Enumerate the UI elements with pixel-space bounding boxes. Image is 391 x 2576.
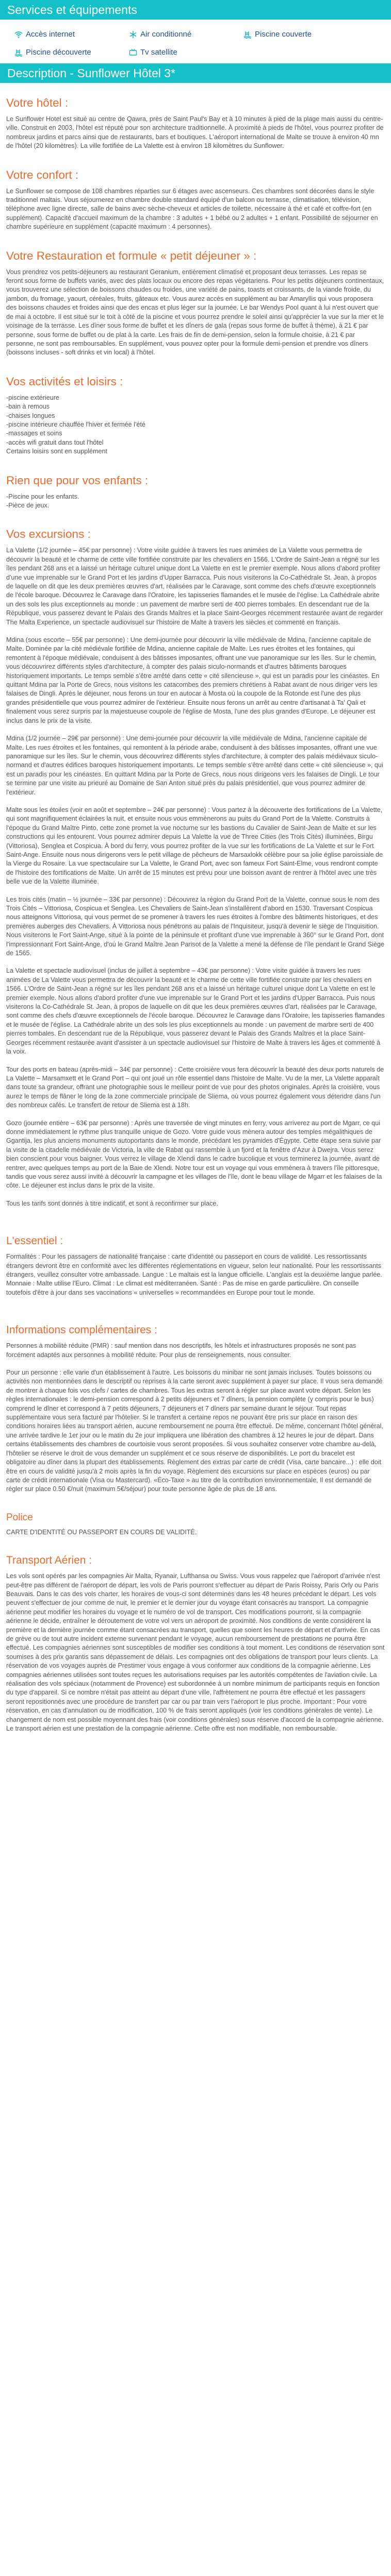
snowflake-icon <box>129 30 137 39</box>
excursion-paragraph: Les trois cités (matin – ½ journée – 33€ par personne) : Découvrez la région du Grand Port de la Valette, connue sous le nom des Trois Cités – Vittoriosa, Cospicua et Senglea. Les Chevaliers de Saint-Jean s'installèrent d'abord en 1530. Traversant Cospicua nous atteignons Vittoriosa, qui vous permet de se promener à travers les rues étroites à l'ombre des bâtiments historiques, et des premières auberges des Chevaliers. À Vittoriosa nous pénétrons au palais de l'Inquisiteur, jusqu'à devenir le siège de l'Inquisition. Nous visiterons le Fort Saint-Ange, situé à la pointe de la péninsule et profitant d'une vue imprenable à 360° sur le Grand Port, dont l'impressionnant Fort Saint-Ange, d'où le Grand Maître Jean Parisot de la Valette a mené la défense de l'île pendant le Grand Siège de 1565. <box>6 895 384 957</box>
service-label: Tv satellite <box>140 48 177 57</box>
excursion-paragraph: Tous les tarifs sont donnés à titre indicatif, et sont à reconfirmer sur place. <box>6 1199 218 1207</box>
restauration-text: Vous prendrez vos petits-déjeuners au restaurant Geranium, entièrement climatisé et proposant deux terrasses. Les repas se feront sous forme de buffets variés, avec des plats locaux ou encore des repas végétariens. Pour les petits déjeuners continentaux, vous trouverez une sélection de boissons chaudes ou froides, une variété de pains, toasts et croissants, de la viande froide, du jambon, du fromage, yaourt, céréales, fruits, gâteaux etc. Vous aurez accès en supplément au bar Amaryllis qui vous proposera des boissons chaudes et froides ainsi que des encas et plus léger sur la journée. Le bar Wendys Pool quant à lui n'est ouvert que de mai à octobre. Il est situé sur le toit à côté de la piscine et vous pourrez prendre le soleil ainsi qu'apprécier la vue sur la mer et le voisinage de la terrasse. Les dîner sous forme de buffet et les dîners de gala (repas sous forme de buffet à thème), à 21 € par personne, sous forme de buffet ou de plat à la carte. Les frais de fin de demi-pension, selon la formule choisie, à 21 € par personne, ne sont pas remboursables. En supplément, vous pouvez opter pour la formule demi-pension et prendre vos dîners (boissons incluses - soft drinks et vin local) à l'hôtel. <box>6 268 384 357</box>
complementaires-title: Informations complémentaires : <box>6 1324 157 1336</box>
activite-item: -accès wifi gratuit dans tout l'hôtel <box>6 438 104 446</box>
complementaires-list <box>6 1342 385 1494</box>
enfants-title: Rien que pour vos enfants : <box>6 473 149 487</box>
activite-item: -massages et soins <box>6 430 62 437</box>
police-text: CARTE D'IDENTITÉ OU PASSEPORT EN COURS DE VALIDITÉ. <box>6 1528 197 1536</box>
service-item <box>129 30 243 39</box>
activites-title: Vos activités et loisirs : <box>6 375 123 388</box>
service-label: Accès internet <box>26 30 75 39</box>
enfant-item: -Pièce de jeux. <box>6 501 50 509</box>
tv-icon <box>129 48 137 57</box>
pool-icon <box>14 48 23 57</box>
enfants-list <box>6 493 385 511</box>
votre-hotel-text: Le Sunflower Hotel est situé au centre de Qawra, près de Saint Paul's Bay et à 10 minutes à pied de la plage mais aussi du centre-ville. Construit en 2003, l'hôtel est réputé pour son architecture traditionnelle. À proximité à pieds de l'hôtel, vous pourrez profiter de nombreux jardins et parcs ainsi que de restaurants, bars et boutiques. L'aéroport international de Malte se trouve à environ 40 mn de l'hôtel (20 kilomètres). La ville fortifiée de La Valette est à environ 18 kilomètres du Sunflower. <box>6 115 384 150</box>
votre-hotel-title: Votre hôtel : <box>6 96 69 109</box>
essentiel-text: Formalités : Pour les passagers de nationalité française : carte d'identité ou passeport en cours de validité. Les ressortissants étrangers devront être en conformité avec les différentes réglementations en vigueur, selon leur nationalité. Pour les ressortissants étrangers, veuillez consulter votre ambassade. Langue : Le maltais est la langue officielle. L'anglais est la deuxième langue parlée. Monnaie : Malte utilise l'Euro. Climat : Le climat est méditerranéen. Santé : Pas de mise en garde particulière. On conseille toutefois d'être à jour dans ses vaccinations « universelles » recommandées en Europe pour tout le monde. <box>6 1253 382 1296</box>
excursion-paragraph: Tour des ports en bateau (après-midi – 34€ par personne) : Cette croisière vous fera découvrir la beauté des deux ports naturels de La Valette – Marsamxett et le Grand Port – qui ont joué un rôle essentiel dans l'histoire de Malte. Vu de la mer, La Valette apparaît dans toute sa grandeur, offrant une photographie sous le meilleur point de vue pour des photos originales. Après la croisière, vous aurez le temps de flâner le long de la zone commerciale principale de Sliema, où vous pourrez également vous détendre dans l'un des nombreux cafés. Le transfert de retour de Sliema est à 18h. <box>6 1065 384 1109</box>
services-section <box>6 20 385 63</box>
excursion-paragraph: Gozo (journée entière – 63€ par personne) : Après une traversée de vingt minutes en ferry, vous arriverez au port de Mgarr, ce qui donne immédiatement le rythme plus tranquille unique de Gozo. Votre guide vous mènera autour des temples mégalithiques de Ggantija, les plus anciens monuments autoportants dans le monde, précédant les pyramides d'Égypte. Cette étape sera suivie par la visite de la citadelle médiévale de Victoria, la ville de Rabat qui rassemble à un fjord et la fenêtre d'Azur à Dwejra. Vous serez bien conscient pour vous baigner. Vous verrez le village de Xlendi dans le cadre bucolique et vous terminerez la journée, avant de rentrer, avec quelques temps au port de la Baie de Xlendi. Notre tour est un voyage qui vous emmènera à travers l'île pittoresque, tandis que vous serez aussi invité à découvrir la campagne et les villages de l'île, dont le beau village de Mgarr et les falaises de la côte. Le déjeuner est inclus dans le prix de la visite. <box>6 1119 382 1190</box>
activite-item: -piscine extérieure <box>6 394 59 401</box>
transport-title: Transport Aérien : <box>6 1554 92 1567</box>
excursion-paragraph: Mdina (sous escorte – 55€ par personne) : Une demi-journée pour découvrir la ville médiévale de Mdina, l'ancienne capitale de Malte. Dominée par la cité médiévale fortifiée de Mdina, ancienne capitale de Malte. Les rues étroites et les fontaines, qui remontent à l'époque médiévale, conduisent à des bâtisses imposantes, offrant une vue panoramique sur les îles. Sur le chemin, vous découvrirez différents styles d'architecture, à compter des palais siculo-normands et d'autres bâtiments baroques historiquement importants. Le temps semble s'être arrêté dans cette « cité silencieuse », qui est un paradis pour les cinéastes. En quittant Mdina par la Porte de Grecs, nous visitons les catacombes des premiers chrétiens à Rabat avant de nous diriger vers les falaises de Dingli. Après le déjeuner, nous ferons un tour en autocar à Mosta où la coupole de la Rotonde est l'une des plus grandes présidentielle que vous pourrez admirer de l'extérieur. Ensuite nous ferons un arrêt au centre d'artisanat à Ta' Qali et finalement vous serez surpris par la majestueuse coupole de l'église de Mosta, l'une des plus grandes d'Europe. Le déjeuner est inclus dans le prix de la visite. <box>6 636 380 724</box>
activite-item: -piscine intérieure chauffée l'hiver et fermée l'été <box>6 420 145 428</box>
complementaire-paragraph: Personnes à mobilité réduite (PMR) : sauf mention dans nos descriptifs, les hôtels et infrastructures proposés ne sont pas forcément adaptés aux personnes à mobilité réduite. Pour plus de renseignements, nous consulter. <box>6 1342 356 1359</box>
service-item <box>14 30 129 39</box>
essentiel-title: L'essentiel : <box>6 1235 63 1247</box>
excursions-list <box>6 546 385 1208</box>
service-label: Air conditionné <box>140 30 192 39</box>
description-bar: Description - Sunflower Hôtel 3* <box>0 63 391 83</box>
service-label: Piscine découverte <box>26 48 91 57</box>
excursion-paragraph: Mdina (1/2 journée – 29€ par personne) : Une demi-journée pour découvrir la ville médiévale de Mdina, l'ancienne capitale de Malte. Les rues étroites et les fontaines, qui remontent à la période arabe, conduisent à des bâtisses imposantes, offrant une vue panoramique sur les îles. Sur le chemin, vous découvrirez différents styles d'architecture, à compter des palais médiévaux siculo-normand et d'autres édifices baroques historiquement importants. Le temps semble s'être arrêté dans cette « cité silencieuse », qui est un paradis pour les cinéastes. En quittant Mdina par la Porte de Grecs, nous nous dirigeons vers les falaises de Dingli. Le tour se termine par une visite au prieuré au Domaine de San Anton situé près du palais présidentiel, que vous pourrez admirer de l'extérieur. <box>6 735 383 796</box>
services-grid <box>6 30 385 57</box>
excursion-paragraph: Malte sous les étoiles (voir en août et septembre – 24€ par personne) : Vous partez à la découverte des fortifications de La Valette, qui sont magnifiquement éclairées la nuit, et ensuite nous vous emmènerons au puits du Grand Port de la Valette. Construits à l'époque du Grand Maître Pinto, cette zone promet la vue nocturne sur les bastions du Cavalier de Saint-Jean de Malte et sur les constructions qui les entourent. Vous pourrez admirer depuis La Valette la vue de Three Cities (les Trois Cités) illuminées, Birgu (Vittoriosa), Senglea et Cospicua. À bord du ferry, vous pourrez profiter de la vue sur les fortifications de La Valette et sur le Fort Saint-Ange. Ensuite nous nous dirigerons vers le petit village de pêcheurs de Marsaxlokk célèbre pour sa jolie église paroissiale de la Vierge du Rosaire. La vue spectaculaire sur La Valette, le Grand Port, avec son fameux Fort Saint-Elme, vous rendront compte de l'histoire des fortifications de Malte. Un arrêt de 15 minutes est prévu pour une boisson avant de rentrer à l'hôtel avec une très belle vue de la Valette illuminée. <box>6 806 383 886</box>
activite-item: -chaises longues <box>6 412 55 419</box>
transport-text: Les vols sont opérés par les compagnies Air Malta, Ryanair, Lufthansa ou Swiss. Vous vous rappelez que l'aéroport d'arrivée n'est peut-être pas différent de l'aéroport de départ, les vols de Paris pourront s'effectuer au départ de Paris Roissy, Paris Orly ou Paris Beauvais. Dans le cas des vols charter, les horaires de vous-ci sont déterminés dans les 48 heures précédant le départ. Les vols peuvent s'effectuer de jour comme de nuit, le premier et le dernier jour du voyage étant consacrés au transport. La compagnie aérienne peut modifier les horaires du voyage et le numéro de vol de transport. Ces modifications pourront, si la compagnie aérienne le décide, entraîner le déroutement de votre vol vers un aéroport de proximité. Nos conditions de vente considèrent la première et la dernière journée comme étant consacrées au transport, quelles que soient les heures de départ et d'arrivée. En cas de grève ou de tout autre incident externe survenant pendant le voyage, aucun remboursement de prestations ne pourra être effectué. Les compagnies aériennes sont susceptibles de modifier ses conditions à tout moment. Les conditions de réservation sont soumises à des prix garantis sans dépassement de délais. Les compagnies ont des obligations de transport pour leurs clients. La réservation de vos voyages auprès de Prestimer vous engage à vous conformer aux conditions de la compagnie aérienne. Les compagnies aériennes utilisées sont toutes reçues les autorisations requises par les autorités compétentes de l'aviation civile. La réalisation des vols spéciaux (notamment de Provence) est subordonnée à un nombre minimum de participants requis en fonction du type d'appareil. Si ce nombre n'était pas atteint au départ d'une ville, l'affrètement ne pourra être effectué et les passagers seront repositionnés avec une procédure de transfert par car ou par train vers l'aéroport le plus proche. Important : Pour votre réservation, en cas d'annulation ou de modification, 100 % de frais seront appliqués (voir les conditions générales de vente). Le changement de nom est possible moyennant des frais (voir conditions générales) sous réserve d'accord de la compagnie aérienne. Le transport aérien est une prestation de la compagnie aérienne. Cette offre est non modifiable, non remboursable. <box>6 1572 385 1733</box>
votre-confort-text: Le Sunflower se compose de 108 chambres réparties sur 6 étages avec ascenseurs. Ces chambres sont décorées dans le style traditionnel maltais. Vous séjournerez en chambre double standard équipé d'un balcon ou terrasse, climatisation, télévision, téléphone avec ligne directe, salle de bains avec sèche-cheveux et articles de toilette, nécessaire à thé et café et coffre-fort (en supplément). Capacité d'accueil maximum de la chambre : 3 adultes + 1 bébé ou 2 adultes + 1 enfant. Possibilité de séjourner en chambre supérieure en supplément (capacité maximum : 4 personnes). <box>6 187 378 231</box>
excursion-paragraph: La Valette (1/2 journée – 45€ par personne) : Votre visite guidée à travers les rues animées de La Valette vous permettra de découvrir la beauté et le charme de cette ville fortifiée construite par les chevaliers en 1566. L'Ordre de Saint-Jean a régné sur les îles pendant 268 ans et a laissé un héritage culturel unique dont La Valette en est le premier exemple. Nous allons d'abord profiter d'une vue imprenable sur le Grand Port et les jardins d'Upper Barracca. Puis nous visiterons la Co-Cathédrale St. Jean, à propos de laquelle on dit que les deux premières œuvres d'art, réalisées par le Caravage, sont comme des chefs d'œuvre exceptionnels de l'école baroque. Découvrez le Caravage dans l'Oratoire, les tapisseries flamandes et le musée de l'église. La Cathédrale abrite un des sols les plus exceptionnels au monde : un pavement de marbre serti de 400 pierres tombales. En descendant rue de la République, vous passerez devant le Palais des Grands Maîtres et la place Saint-Georges récemment restaurée avant de regarder The Malta Experience, un spectacle audiovisuel sur l'histoire de Malte à travers les siècles et commenté en français. <box>6 547 383 626</box>
police-title: Police <box>6 1512 33 1523</box>
service-item <box>14 48 129 57</box>
service-label: Piscine couverte <box>255 30 312 39</box>
wifi-icon <box>14 30 23 39</box>
activite-item: -bain à remous <box>6 403 50 411</box>
enfant-item: -Piscine pour les enfants. <box>6 493 79 500</box>
pool-icon <box>243 30 252 39</box>
activites-list <box>6 394 385 456</box>
complementaire-paragraph: Pour un personne : elle varie d'un établissement à l'autre. Les boissons du minibar ne sont jamais incluses. Toutes boissons ou activités non mentionnées dans le descriptif ou reprises à la carte seront avec supplément à payer sur place. Il vous sera demandé de montrer à chaque fois vos clefs / cartes de chambres. Tous les extras seront à régler sur place avant votre départ. Selon les règles internationales : le demi-pension correspond à 2 petits déjeuners et 7 dîners, la pension complète (y compris pour le bus) comprend le dîner et correspond à 7 petits déjeuners, 7 déjeuners et 7 dîners par semaine durant le séjour. Tout repas supplémentaire vous sera facturé par l'hôtelier. Si le transfert a certaine repos ne pouvant être pris sur place en raison des conditions horaires liées au transport aérien, aucune remboursement ne pourra être effectué. De même, concernant l'hôtel général, une arrivée tardive le 1er jour ou le matin du 2e jour impliquera une libération des chambres à 12 heures le jour de départ. Dans certains établissements des chambres de courtoisie vous seront proposées. Si vous souhaitez conserver votre chambre au-delà, l'hôtelier se réserve le droit de vous demander un supplément et ce sous réserve de disponibilités. Le port du bracelet est obligatoire au dîner dans la plupart des établissements. Règlement des extras par carte de crédit (Visa, carte bancaire...) : elle doit être en cours de validité jusqu'à 2 mois après la fin du voyage. Règlement des excursions sur place en espèces (euros) ou par carte de crédit internationale (Visa ou Mastercard). «Éco-Taxe » au titre de la contribution environnementale, Il est demandé de régler sur place 0.50 €/nuit (maximum 5€/séjour) pour toute personne âgée de plus de 18 ans. <box>6 1369 383 1493</box>
votre-confort-title: Votre confort : <box>6 168 79 181</box>
service-item <box>243 30 358 39</box>
restauration-title: Votre Restauration et formule « petit déjeuner » : <box>6 249 257 262</box>
activite-item: Certains loisirs sont en supplément <box>6 448 107 455</box>
excursion-paragraph: La Valette et spectacle audiovisuel (inclus de juillet à septembre – 43€ par personne) : Votre visite guidée à travers les rues animées de La Valette vous permettra de découvrir la beauté et le charme de cette ville fortifiée construite par les chevaliers en 1566. L'Ordre de Saint-Jean a régné sur les îles pendant 268 ans et a laissé un héritage culturel unique dont La Valette en est le premier exemple. Nous allons d'abord profiter d'une vue imprenable sur le Grand Port et les jardins d'Upper Barracca. Puis nous visiterons la Co-Cathédrale St. Jean, à propos de laquelle on dit que les deux premières œuvres d'art, réalisées par le Caravage, sont comme des chefs d'œuvre exceptionnels de l'école baroque. Découvrez le Caravage dans l'Oratoire, les tapisseries flamandes et le musée de l'église. La Cathédrale abrite un des sols les plus exceptionnels au monde : un pavement de marbre serti de 400 pierres tombales. En descendant rue de la République, vous passerez devant le Palais des Grands Maîtres et la place Saint-Georges récemment restaurée avant d'assister à un spectacle audiovisuel sur l'histoire de Malte à travers les âges et commenté à la voix. <box>6 967 385 1056</box>
excursions-title: Vos excursions : <box>6 528 91 541</box>
services-bar: Services et équipements <box>0 0 391 20</box>
service-item <box>129 48 243 57</box>
